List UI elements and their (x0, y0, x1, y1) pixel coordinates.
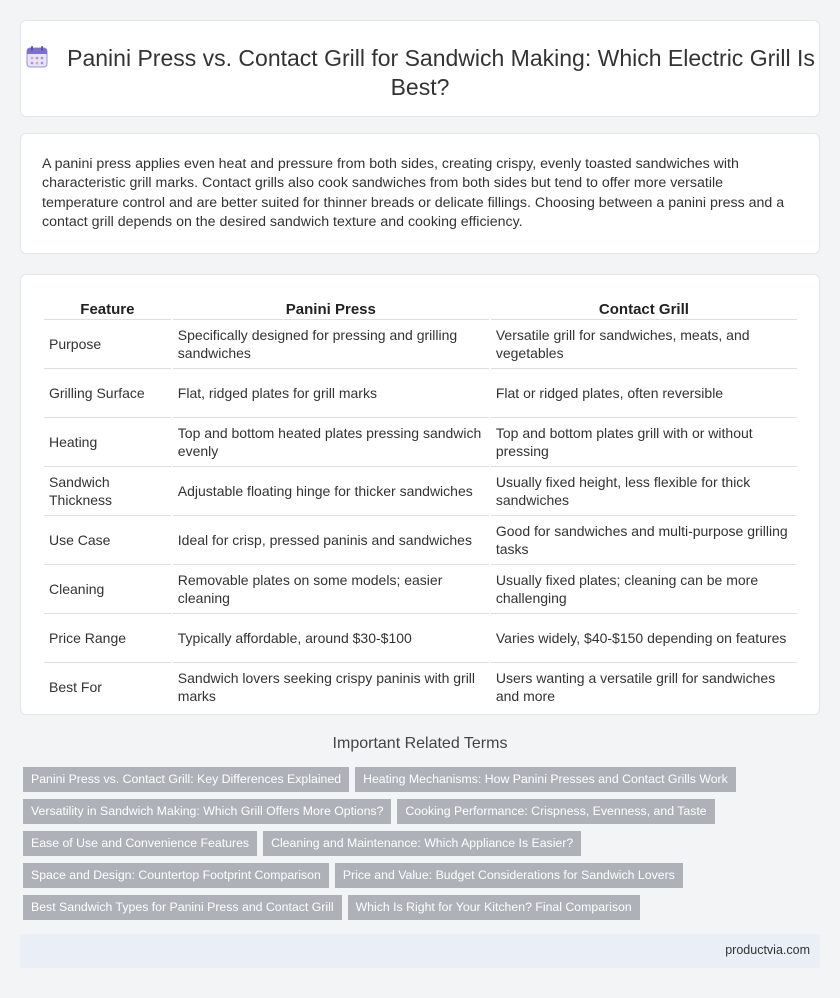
panini-press-cell: Specifically designed for pressing and grilling sandwiches (173, 319, 489, 368)
contact-grill-cell: Users wanting a versatile grill for sandwiches and more (491, 662, 797, 711)
related-term-tag[interactable]: Which Is Right for Your Kitchen? Final Comparison (348, 895, 640, 920)
table-row (44, 515, 797, 564)
related-term-tag[interactable]: Panini Press vs. Contact Grill: Key Differences Explained (23, 767, 349, 792)
feature-cell: Sandwich Thickness (44, 466, 171, 515)
contact-grill-cell: Good for sandwiches and multi-purpose grilling tasks (491, 515, 797, 564)
intro-paragraph: A panini press applies even heat and pressure from both sides, creating crispy, evenly toasted sandwiches with characteristic grill marks. Contact grills also cook sandwiches from both sides but tend to offer more versatile temperature control and are better suited for thinner breads or delicate fillings. Choosing between a panini press and a contact grill depends on the desired sandwich texture and cooking efficiency. (42, 156, 785, 230)
column-header: Panini Press (285, 301, 376, 318)
calendar-icon (25, 45, 49, 69)
related-term-tag[interactable]: Price and Value: Budget Considerations for Sandwich Lovers (335, 863, 683, 888)
feature-cell: Use Case (44, 515, 171, 564)
related-term-tag[interactable]: Versatility in Sandwich Making: Which Grill Offers More Options? (23, 799, 391, 824)
panini-press-cell: Adjustable floating hinge for thicker sandwiches (173, 466, 489, 515)
panini-press-cell: Top and bottom heated plates pressing sandwich evenly (173, 417, 489, 466)
related-term-tag[interactable]: Heating Mechanisms: How Panini Presses and Contact Grills Work (355, 767, 736, 792)
feature-cell: Price Range (44, 613, 171, 662)
contact-grill-cell: Varies widely, $40-$150 depending on features (491, 613, 797, 662)
related-terms-list (23, 767, 803, 927)
column-header: Feature (80, 301, 135, 318)
panini-press-cell: Removable plates on some models; easier cleaning (173, 564, 489, 613)
related-term-tag[interactable]: Cooking Performance: Crispness, Evenness, and Taste (397, 799, 714, 824)
table-row (44, 662, 797, 711)
column-header: Contact Grill (598, 301, 689, 318)
feature-cell: Heating (44, 417, 171, 466)
footer-site-link[interactable]: productvia.com (725, 943, 810, 957)
related-term-tag[interactable]: Best Sandwich Types for Panini Press and Contact Grill (23, 895, 342, 920)
related-term-tag[interactable]: Space and Design: Countertop Footprint Comparison (23, 863, 329, 888)
contact-grill-cell: Usually fixed plates; cleaning can be more challenging (491, 564, 797, 613)
panini-press-cell: Flat, ridged plates for grill marks (173, 368, 489, 417)
comparison-table (42, 297, 799, 711)
feature-cell: Grilling Surface (44, 368, 171, 417)
table-row (44, 368, 797, 417)
contact-grill-cell: Versatile grill for sandwiches, meats, and vegetables (491, 319, 797, 368)
tag-row (23, 895, 803, 927)
related-term-tag[interactable]: Cleaning and Maintenance: Which Appliance Is Easier? (263, 831, 581, 856)
page-title: Panini Press vs. Contact Grill for Sandwich Making: Which Electric Grill Is Best? (67, 45, 815, 100)
table-row (44, 466, 797, 515)
contact-grill-cell: Flat or ridged plates, often reversible (491, 368, 797, 417)
feature-cell: Purpose (44, 319, 171, 368)
tag-row (23, 831, 803, 863)
table-row (44, 417, 797, 466)
intro-card (20, 133, 820, 254)
feature-cell: Best For (44, 662, 171, 711)
table-row (44, 564, 797, 613)
table-row (44, 319, 797, 368)
panini-press-cell: Sandwich lovers seeking crispy paninis with grill marks (173, 662, 489, 711)
tag-row (23, 863, 803, 895)
contact-grill-cell: Top and bottom plates grill with or without pressing (491, 417, 797, 466)
page-title-wrap (21, 44, 819, 102)
related-terms-title: Important Related Terms (332, 735, 508, 752)
footer-bar (20, 934, 820, 968)
related-term-tag[interactable]: Ease of Use and Convenience Features (23, 831, 257, 856)
panini-press-cell: Typically affordable, around $30-$100 (173, 613, 489, 662)
tag-row (23, 799, 803, 831)
table-row (44, 613, 797, 662)
contact-grill-cell: Usually fixed height, less flexible for thick sandwiches (491, 466, 797, 515)
header-card (20, 20, 820, 117)
feature-cell: Cleaning (44, 564, 171, 613)
panini-press-cell: Ideal for crisp, pressed paninis and sandwiches (173, 515, 489, 564)
comparison-card (20, 274, 820, 715)
table-header-row (44, 297, 797, 319)
tag-row (23, 767, 803, 799)
